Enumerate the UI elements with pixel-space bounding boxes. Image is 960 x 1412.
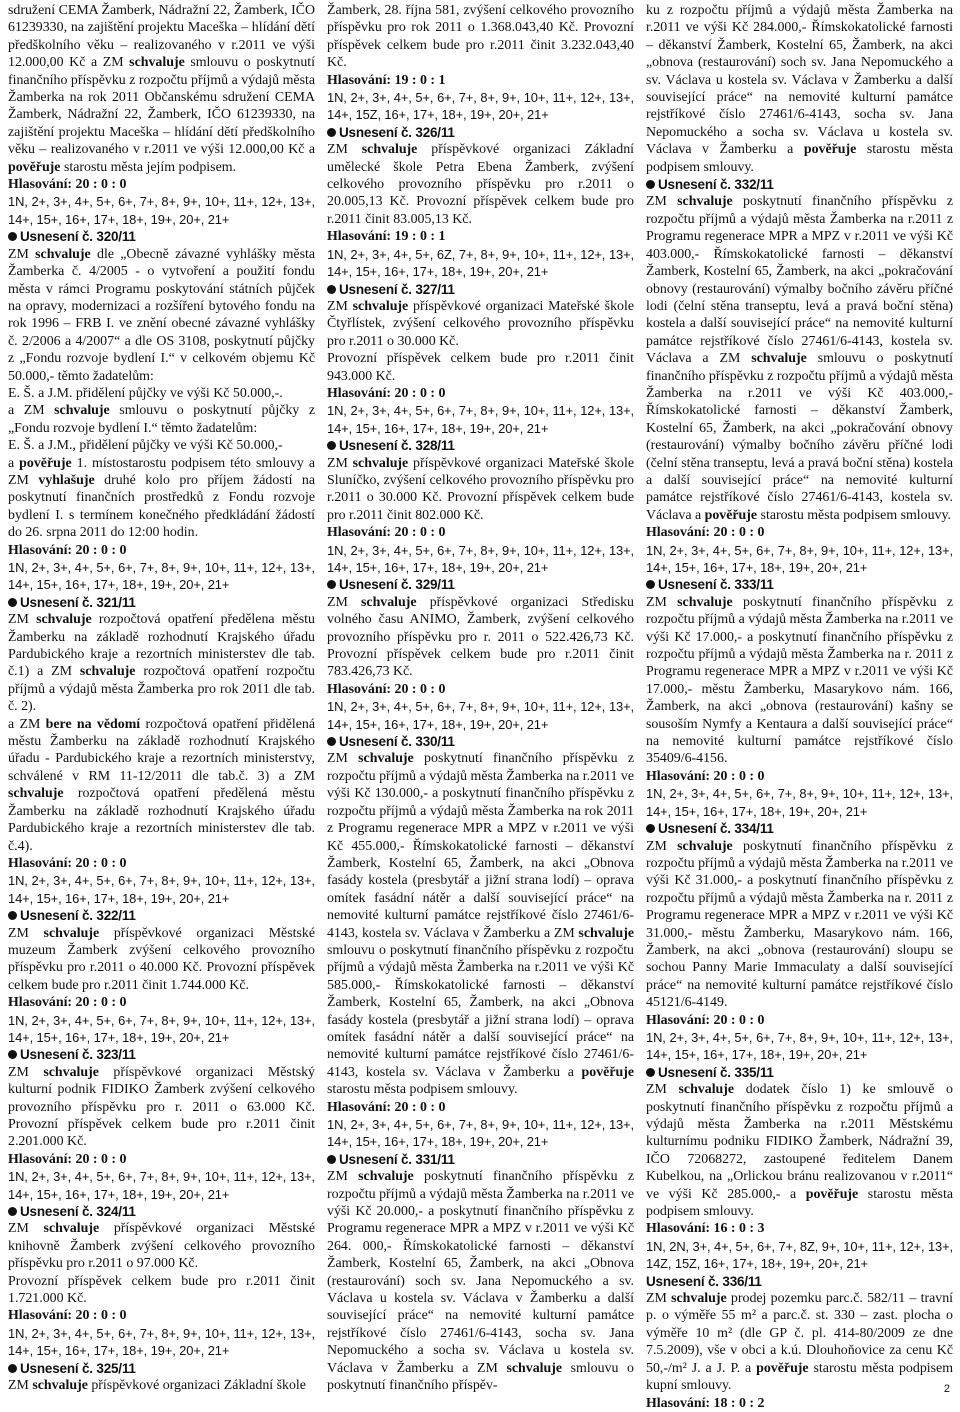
vote-breakdown: 1N, 2+, 3+, 4+, 5+, 6+, 7+, 8+, 9+, 10+, 11+, 12+, 13+, 14+, 15+, 16+, 17+, 18+, 19+, 20+, 21+ bbox=[646, 786, 953, 819]
bullet-icon bbox=[8, 1207, 17, 1216]
bullet-icon bbox=[8, 911, 17, 920]
page-number: 2 bbox=[943, 1383, 950, 1395]
resolution-heading bbox=[327, 576, 634, 593]
resolution-number: Usnesení č. 331/11 bbox=[339, 1151, 455, 1167]
bullet-icon bbox=[327, 580, 336, 589]
vote-breakdown: 1N, 2N, 3+, 4+, 5+, 6+, 7+, 8Z, 9+, 10+, 11+, 12+, 13+, 14Z, 15Z, 16+, 17+, 18+, 19+, 20+, 21+ bbox=[646, 1238, 953, 1272]
body-paragraph: Provozní příspěvek celkem bude pro r.2011 činit 1.721.000 Kč. bbox=[8, 1273, 315, 1307]
resolution-heading bbox=[8, 228, 315, 245]
vote-breakdown: 1N, 2+, 3+, 4+, 5+, 6+, 7+, 8+, 9+, 10+, 11+, 12+, 13+, 14+, 15+, 16+, 17+, 18+, 19+, 20+, 21+ bbox=[327, 403, 634, 436]
vote-breakdown: 1N, 2+, 3+, 4+, 5+, 6+, 7+, 8+, 9+, 10+, 11+, 12+, 13+, 14+, 15+, 16+, 17+, 18+, 19+, 20+, 21+ bbox=[8, 194, 315, 227]
resolution-number: Usnesení č. 328/11 bbox=[339, 438, 455, 454]
vote-result: Hlasování: 19 : 0 : 1 bbox=[327, 72, 446, 88]
resolution-heading bbox=[8, 1203, 315, 1220]
vote-breakdown: 1N, 2+, 3+, 4+, 5+, 6+, 7+, 8+, 9+, 10+, 11+, 12+, 13+, 14+, 15+, 16+, 17+, 18+, 19+, 20+, 21+ bbox=[8, 1325, 315, 1359]
vote-result: Hlasování: 20 : 0 : 0 bbox=[8, 177, 127, 193]
vote-breakdown: 1N, 2+, 3+, 4+, 5+, 6+, 7+, 8+, 9+, 10+, 11+, 12+, 13+, 14+, 15+, 16+, 17+, 18+, 19+, 20+, 21+ bbox=[327, 1117, 634, 1150]
body-paragraph: ZM schvaluje prodej pozemku parc.č. 582/11 – travní p. o výměře 55 m² a parc.č. st. 330 – zast. plocha o výměře 10 m² (dle GP č. pl. 414-80/2009 ze dne 7.5.2009), vše v obci a k.ú. Dlouhoňovice za cenu Kč 50,-/m² J. a J. P. a pověřuje starostu města podpisem kupní smlouvy. bbox=[646, 1291, 953, 1394]
resolution-number: Usnesení č. 329/11 bbox=[339, 577, 455, 593]
resolution-heading bbox=[8, 594, 315, 611]
body-paragraph: ZM schvaluje příspěvkové organizaci Mateřské škole Čtyřlístek, zvýšení celkového provozního příspěvku pro r.2011 o 30.000 Kč. bbox=[327, 298, 634, 349]
vote-result: Hlasování: 20 : 0 : 0 bbox=[327, 525, 446, 541]
text-columns bbox=[8, 2, 953, 1411]
vote-result: Hlasování: 20 : 0 : 0 bbox=[327, 1099, 446, 1115]
body-paragraph: a pověřuje 1. místostarostu podpisem této smlouvy a ZM vyhlašuje druhé kolo pro příjem žádostí na poskytnutí finančních prostředků z Fondu rozvoje bydlení I. s termínem konečného předkládání žádostí do 26. srpna 2011 do 12:00 hodin. bbox=[8, 455, 316, 541]
body-paragraph: ZM schvaluje poskytnutí finančního příspěvku z rozpočtu příjmů a výdajů města Žamberka na r.2011 ve výši Kč 20.000,- a poskytnutí finančního příspěvku z Programu regenerace MPR a MPZ v r.2011 ve výši Kč 264. 000,- Římskokatolické farnosti – děkanství Žamberk, Kostelní 65, Žamberk, na akci „Obnova (restaurování) soch sv. Jana Nepomuckého a sv. Václava u kostela sv. Václava v Žamberku a další související práce“ na nemovité kulturní památce rejstříkové číslo 27461/6-4143, socha sv. Jana Nepomuckého a socha sv. Václava u kostela sv. Václava v Žamberku a ZM schvaluje smlouvu o poskytnutí finančního příspěv- bbox=[327, 1169, 634, 1394]
column-3 bbox=[646, 2, 953, 1412]
vote-result: Hlasování: 18 : 0 : 2 bbox=[646, 1395, 765, 1411]
resolution-heading bbox=[8, 907, 315, 924]
bullet-icon bbox=[646, 1068, 655, 1077]
resolution-heading bbox=[8, 1046, 315, 1063]
vote-breakdown: 1N, 2+, 3+, 4+, 5+, 6+, 7+, 8+, 9+, 10+, 11+, 12+, 13+, 14+, 15+, 16+, 17+, 18+, 19+, 20+, 21+ bbox=[327, 699, 634, 732]
resolution-heading bbox=[646, 1064, 953, 1081]
resolution-heading bbox=[646, 820, 953, 837]
bullet-icon bbox=[327, 285, 336, 294]
resolution-number: Usnesení č. 324/11 bbox=[20, 1204, 136, 1220]
resolution-number: Usnesení č. 325/11 bbox=[20, 1360, 136, 1376]
resolution-heading bbox=[327, 124, 634, 141]
vote-result: Hlasování: 20 : 0 : 0 bbox=[8, 542, 127, 558]
bullet-icon bbox=[327, 441, 336, 450]
body-paragraph: ZM schvaluje příspěvkové organizaci Základní umělecké škole Petra Ebena Žamberk, zvýšení celkového provozního příspěvku pro r.2011 o 20.005,13 Kč. Provozní příspěvek celkem bude pro r.2011 činit 83.005,13 Kč. bbox=[327, 142, 635, 227]
resolution-number: Usnesení č. 320/11 bbox=[20, 229, 136, 245]
body-paragraph: Žamberk, 28. října 581, zvýšení celkového provozního příspěvku pro rok 2011 o 1.368.043,40 Kč. Provozní příspěvek celkem bude pro r.2011 činit 3.232.043,40 Kč. bbox=[327, 3, 634, 71]
bullet-icon bbox=[8, 598, 17, 607]
body-paragraph: ZM schvaluje příspěvkové organizaci Základní škole bbox=[8, 1378, 306, 1394]
vote-result: Hlasování: 20 : 0 : 0 bbox=[8, 855, 127, 871]
vote-breakdown: 1N, 2+, 3+, 4+, 5+, 6+, 7+, 8+, 9+, 10+, 11+, 12+, 13+, 14+, 15+, 16+, 17+, 18+, 19+, 20+, 21+ bbox=[8, 1012, 315, 1045]
body-paragraph: a ZM schvaluje smlouvu o poskytnutí půjčky z „Fondu rozvoje bydlení I.“ těmto žadatelům: bbox=[8, 403, 315, 436]
bullet-icon bbox=[8, 1364, 17, 1373]
resolution-number: Usnesení č. 330/11 bbox=[339, 734, 455, 750]
vote-breakdown: 1N, 2+, 3+, 4+, 5+, 6Z, 7+, 8+, 9+, 10+, 11+, 12+, 13+, 14+, 15+, 16+, 17+, 18+, 19+, 20+, 21+ bbox=[327, 246, 634, 280]
vote-breakdown: 1N, 2+, 3+, 4+, 5+, 6+, 7+, 8+, 9+, 10+, 11+, 12+, 13+, 14+, 15Z, 16+, 17+, 18+, 19+, 20+, 21+ bbox=[327, 90, 634, 123]
vote-breakdown: 1N, 2+, 3+, 4+, 5+, 6+, 7+, 8+, 9+, 10+, 11+, 12+, 13+, 14+, 15+, 16+, 17+, 18+, 19+, 20+, 21+ bbox=[646, 1029, 953, 1063]
bullet-icon bbox=[327, 737, 336, 746]
body-paragraph: Provozní příspěvek celkem bude pro r.2011 činit 943.000 Kč. bbox=[327, 351, 634, 384]
resolution-heading bbox=[327, 281, 634, 298]
body-paragraph: ZM schvaluje příspěvkové organizaci Mateřské škole Sluníčko, zvýšení celkového provozního příspěvku pro r.2011 o 30.000 Kč. Provozní příspěvek celkem bude pro r.2011 činit 802.000 Kč. bbox=[327, 455, 634, 523]
resolution-number: Usnesení č. 321/11 bbox=[20, 594, 136, 610]
vote-result: Hlasování: 20 : 0 : 0 bbox=[8, 995, 127, 1011]
bullet-icon bbox=[646, 580, 655, 589]
body-paragraph: ZM schvaluje příspěvkové organizaci Středisku volného času ANIMO, Žamberk, zvýšení celkového provozního příspěvku pro r. 2011 o 522.426,73 Kč. Provozní příspěvek celkem bude pro r.2011 činit 783.426,73 Kč. bbox=[327, 594, 634, 680]
resolution-number: Usnesení č. 333/11 bbox=[658, 577, 774, 593]
vote-breakdown: 1N, 2+, 3+, 4+, 5+, 6+, 7+, 8+, 9+, 10+, 11+, 12+, 13+, 14+, 15+, 16+, 17+, 18+, 19+, 20+, 21+ bbox=[8, 1169, 315, 1202]
bullet-icon bbox=[8, 232, 17, 241]
column-1 bbox=[8, 2, 315, 1412]
body-paragraph: ZM schvaluje poskytnutí finančního příspěvku z rozpočtu příjmů a výdajů města Žamberka na r.2011 ve výši Kč 17.000,- a poskytnutí finančního příspěvku z rozpočtu příjmů a výdajů města Žamberka na r. 2011 z Programu regenerace MPR a MPZ v r.2011 ve výši Kč 17.000,- městu Žamberku, Masarykovo nám. 166, Žamberk, na akci „obnova (restaurování) kašny se sousoším Nymfy a Kentaura a další související práce“ na nemovité kulturní památce rejstříkové číslo 35409/6-4156. bbox=[646, 594, 953, 767]
resolution-heading bbox=[327, 733, 634, 750]
resolution-number: Usnesení č. 327/11 bbox=[339, 281, 455, 297]
vote-breakdown: 1N, 2+, 3+, 4+, 5+, 6+, 7+, 8+, 9+, 10+, 11+, 12+, 13+, 14+, 15+, 16+, 17+, 18+, 19+, 20+, 21+ bbox=[646, 542, 953, 575]
bullet-icon bbox=[646, 824, 655, 833]
column-2 bbox=[327, 2, 634, 1412]
resolution-heading bbox=[327, 437, 634, 454]
resolution-number: Usnesení č. 335/11 bbox=[658, 1064, 774, 1080]
body-paragraph: ZM schvaluje příspěvkové organizaci Městský kulturní podnik FIDIKO Žamberk zvýšení celkového provozního příspěvku pro r. 2011 o 63.000 Kč. Provozní příspěvek celkem bude pro r.2011 činit 2.201.000 Kč. bbox=[8, 1064, 315, 1150]
body-paragraph: ZM schvaluje poskytnutí finančního příspěvku z rozpočtu příjmů a výdajů města Žamberka na r.2011 ve výši Kč 31.000,- a poskytnutí finančního příspěvku z rozpočtu příjmů a výdajů města Žamberka na r. 2011 z Programu regenerace MPR a MPZ v r.2011 ve výši Kč 31.000,- městu Žamberku, Masarykovo nám. 166, Žamberk, na akci „obnova (restaurování) sloupu se sochou Panny Marie Immaculaty a další související práce“ na nemovité kulturní památce rejstříkové číslo 45121/6-4149. bbox=[646, 838, 953, 1011]
resolution-number: Usnesení č. 323/11 bbox=[20, 1047, 136, 1063]
vote-result: Hlasování: 19 : 0 : 1 bbox=[327, 229, 446, 245]
vote-result: Hlasování: 16 : 0 : 3 bbox=[646, 1221, 765, 1237]
vote-breakdown: 1N, 2+, 3+, 4+, 5+, 6+, 7+, 8+, 9+, 10+, 11+, 12+, 13+, 14+, 15+, 16+, 17+, 18+, 19+, 20+, 21+ bbox=[8, 873, 315, 906]
bullet-icon bbox=[646, 180, 655, 189]
body-paragraph: ZM schvaluje dle „Obecně závazné vyhlášky města Žamberka č. 4/2005 - o vytvoření a použití fondu města v rámci Programu poskytování státních půjček na opravy, modernizaci a rozšíření bytového fondu na rok 1996 – FRB I. ve znění obecné závazné vyhlášky č. 2/2006 a 4/2007“ a dle OS 3108, poskytnutí půjčky z „Fondu rozvoje bydlení I.“ v celkovém objemu Kč 50.000,- těmto žadatelům: bbox=[8, 246, 315, 384]
body-paragraph: sdružení CEMA Žamberk, Nádražní 22, Žamberk, IČO 61239330, na zajištění projektu Maceška – hlídání dětí předškolního věku – realizovaného v r.2011 ve výši 12.000,00 Kč a ZM schvaluje smlouvu o poskytnutí finančního příspěvku z rozpočtu příjmů a výdajů města Žamberka na rok 2011 Občanskému sdružení CEMA Žamberk, Nádražní 22, Žamberk, IČO 61239330, na zajištění projektu Maceška – hlídání dětí předškolního věku – realizovaného v r.2011 ve výši 12.000,00 Kč a pověřuje starostu města jejím podpisem. bbox=[8, 3, 316, 175]
bullet-icon bbox=[8, 1050, 17, 1059]
body-paragraph: ZM schvaluje příspěvkové organizaci Městské knihovně Žamberk zvýšení celkového provozního příspěvku pro r.2011 o 97.000 Kč. bbox=[8, 1221, 316, 1272]
resolution-number: Usnesení č. 322/11 bbox=[20, 908, 136, 924]
vote-result: Hlasování: 20 : 0 : 0 bbox=[646, 1012, 765, 1028]
bullet-icon bbox=[327, 128, 336, 137]
body-paragraph: ku z rozpočtu příjmů a výdajů města Žamberka na r.2011 ve výši Kč 284.000,- Římskokatolické farnosti – děkanství Žamberk, Kostelní 65, Žamberk, na akci „obnova (restaurování) soch sv. Jana Nepomuckého a sv. Václava u kostela sv. Václava v Žamberku a další související práce“ na nemovité kulturní památce rejstříkové číslo 27461/6-4143, socha sv. Jana Nepomuckého a socha sv. Václava u kostela sv. Václava v Žamberku a pověřuje starostu města podpisem smlouvy. bbox=[646, 3, 953, 175]
body-paragraph: ZM schvaluje rozpočtová opatření předělena městu Žamberku na základě rozhodnutí Krajského úřadu Pardubického kraje a rezortních ministerstev dle tab. č.1) a ZM schvaluje rozpočtová opatření rozpočtu příjmů a výdajů města Žamberka pro rok 2011 dle tab. č. 2). bbox=[8, 612, 315, 715]
vote-result: Hlasování: 20 : 0 : 0 bbox=[327, 385, 446, 401]
body-paragraph: ZM schvaluje poskytnutí finančního příspěvku z rozpočtu příjmů a výdajů města Žamberka na r.2011 z Programu regenerace MPR a MPZ v r.2011 ve výši Kč 403.000,- Římskokatolické farnosti – děkanství Žamberk, Kostelní 65, Žamberk, na akci „pokračování obnovy (restaurování) výmalby bočního závěru příčné lodi (čelní stěna transeptu, levá a pravá boční stěna) kostela a další související práce“ na nemovité kulturní památce rejstříkové číslo 27461/6-4143, kostela sv. Václava a ZM schvaluje smlouvu o poskytnutí finančního příspěvku z rozpočtu příjmů a výdajů města Žamberka na r.2011 ve výši Kč 403.000,- Římskokatolické farnosti – děkanství Žamberk, Kostelní 65, Žamberk, na akci „pokračování obnovy (restaurování) výmalby bočního závěru příčné lodi (čelní stěna transeptu, levá a pravá boční stěna) kostela a další související práce“ na nemovité kulturní památce rejstříkové číslo 27461/6-4143, kostela sv. Václava a pověřuje starostu města podpisem smlouvy. bbox=[646, 194, 953, 523]
resolution-heading bbox=[646, 576, 953, 593]
resolution-number: Usnesení č. 332/11 bbox=[658, 177, 774, 193]
vote-result: Hlasování: 20 : 0 : 0 bbox=[8, 1151, 127, 1167]
body-paragraph: E. Š. a J.M. přidělení půjčky ve výši Kč 50.000,-. bbox=[8, 385, 283, 401]
resolution-heading bbox=[646, 176, 953, 193]
body-paragraph: a ZM bere na vědomí rozpočtová opatření přidělená městu Žamberku na základě rozhodnutí Krajského úřadu - Pardubického kraje a rezortních ministerstvy, schválené v RM 11-12/2011 dle tab.č. 3) a ZM schvaluje rozpočtová opatření předělená městu Žamberku na základě rozhodnutí Krajského úřadu Pardubického kraje a rezortních ministerstev dle tab. č.4). bbox=[8, 716, 315, 854]
vote-breakdown: 1N, 2+, 3+, 4+, 5+, 6+, 7+, 8+, 9+, 10+, 11+, 12+, 13+, 14+, 15+, 16+, 17+, 18+, 19+, 20+, 21+ bbox=[327, 542, 634, 575]
resolution-heading bbox=[327, 1151, 634, 1168]
bullet-icon bbox=[327, 1155, 336, 1164]
vote-result: Hlasování: 20 : 0 : 0 bbox=[327, 681, 446, 697]
resolution-heading bbox=[8, 1360, 315, 1377]
vote-result: Hlasování: 20 : 0 : 0 bbox=[646, 525, 765, 541]
vote-breakdown: 1N, 2+, 3+, 4+, 5+, 6+, 7+, 8+, 9+, 10+, 11+, 12+, 13+, 14+, 15+, 16+, 17+, 18+, 19+, 20+, 21+ bbox=[8, 560, 315, 593]
vote-result: Hlasování: 20 : 0 : 0 bbox=[646, 768, 765, 784]
resolution-heading: Usnesení č. 336/11 bbox=[646, 1273, 762, 1289]
resolution-number: Usnesení č. 326/11 bbox=[339, 124, 455, 140]
vote-result: Hlasování: 20 : 0 : 0 bbox=[8, 1308, 127, 1324]
body-paragraph: ZM schvaluje poskytnutí finančního příspěvku z rozpočtu příjmů a výdajů města Žamberka na r.2011 ve výši Kč 130.000,- a poskytnutí finančního příspěvku z rozpočtu příjmů a výdajů města Žamberka na rok 2011 z Programu regenerace MPR a MPZ v r.2011 ve výši Kč 455.000,- Římskokatolické farnosti – děkanství Žamberk, Kostelní 65, Žamberk, na akci „Obnova fasády kostela (presbytář a jižní strana lodí) – oprava omítek fasádní nátěr a další související práce“ na nemovité kulturní památce rejstříkové číslo 27461/6-4143, kostela sv. Václava v Žamberku a ZM schvaluje smlouvu o poskytnutí finančního příspěvku z rozpočtu příjmů a výdajů města Žamberka na r.2011 ve výši Kč 585.000,- Římskokatolické farnosti – děkanství Žamberk, Kostelní 65, Žamberk, na akci „Obnova fasády kostela (presbytář a jižní strana lodí) – oprava omítek fasádní nátěr a další související práce“ na nemovité kulturní památce rejstříkové číslo 27461/6-4143, kostela sv. Václava v Žamberku a pověřuje starostu města podpisem smlouvy. bbox=[327, 751, 634, 1098]
resolution-number: Usnesení č. 334/11 bbox=[658, 821, 774, 837]
body-paragraph: E. Š. a J.M., přidělení půjčky ve výši Kč 50.000,- bbox=[8, 438, 283, 454]
body-paragraph: ZM schvaluje dodatek číslo 1) ke smlouvě o poskytnutí finančního příspěvku z rozpočtu příjmů a výdajů města Žamberka na r.2011 Městskému kulturnímu podniku FIDIKO Žamberk, Nádražní 39, IČO 72068272, zastoupené ředitelem Danem Kubelkou, na „Orlickou bránu realizovanou v r.2011“ ve výši Kč 285.000,- a pověřuje starostu města podpisem smlouvy. bbox=[646, 1082, 953, 1220]
body-paragraph: ZM schvaluje příspěvkové organizaci Městské muzeum Žamberk zvýšení celkového provozního příspěvku pro r.2011 o 40.000 Kč. Provozní příspěvek celkem bude pro r.2011 činit 1.744.000 Kč. bbox=[8, 925, 316, 993]
